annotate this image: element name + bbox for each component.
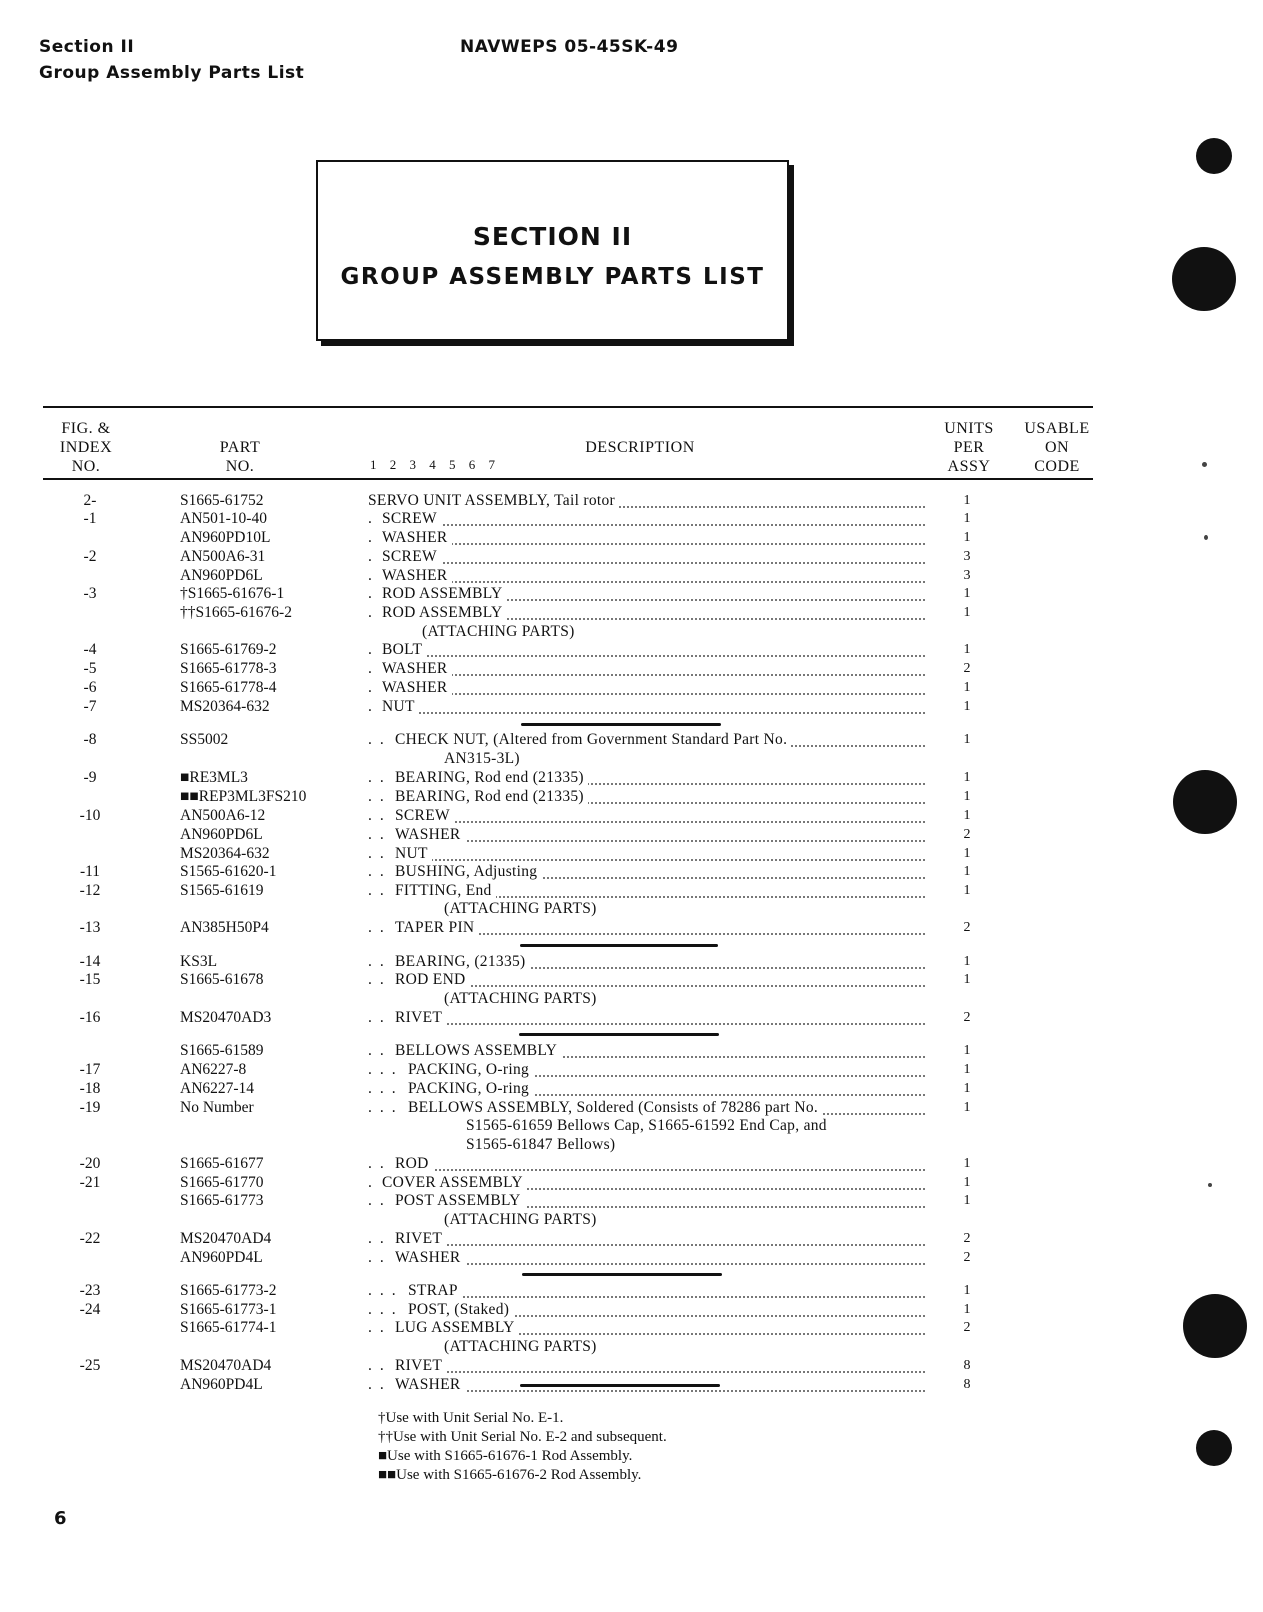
part-number: AN960PD4L [180,1249,263,1266]
dot-leader [382,693,925,714]
description-text: WASHER [395,1248,465,1267]
description-text: COVER ASSEMBLY [382,1173,527,1192]
units-per-assy: 2 [963,827,971,842]
dot-leader [395,966,925,987]
indent-dots: .. [368,1042,392,1059]
units-per-assy: 1 [963,846,971,861]
indent-dots: . [368,567,380,584]
footnote: ■■Use with S1665-61676-2 Rod Assembly. [378,1467,642,1483]
indent-dots: .. [368,882,392,899]
indent-dots: . [368,698,380,715]
footnote: ■Use with S1665-61676-1 Rod Assembly. [378,1448,633,1464]
dot-leader [382,636,925,657]
part-number: S1665-61778-3 [180,660,277,677]
part-number: AN6227-14 [180,1080,255,1097]
part-number: S1665-61773 [180,1192,264,1209]
binder-hole [1196,138,1232,174]
units-per-assy: 1 [963,1100,971,1115]
units-per-assy: 1 [963,789,971,804]
units-per-assy: 8 [963,1377,971,1392]
indent-dots: .. [368,919,392,936]
part-number: MS20470AD3 [180,1009,272,1026]
indent-dots: ... [368,1282,404,1299]
dot-leader [382,655,925,676]
part-number: AN500A6-31 [180,548,266,565]
part-number: S1665-61770 [180,1174,264,1191]
section-subtitle: Group Assembly Parts List [39,63,305,83]
table-row [0,1116,1263,1135]
column-header-line: PER [953,439,985,456]
indent-dots: .. [368,845,392,862]
page-number: 6 [54,1508,67,1529]
description-text: STRAP [408,1281,462,1300]
indent-dots: .. [368,807,392,824]
index-number: -1 [83,510,97,527]
part-number: S1565-61620-1 [180,863,277,880]
description-text: SCREW [382,509,441,528]
index-number: -15 [79,971,101,988]
description-text: ROD END [395,970,470,989]
description-text: NUT [382,697,419,716]
table-row [0,697,1263,716]
units-per-assy: 1 [963,1283,971,1298]
indent-dots: ... [368,1301,404,1318]
part-number: AN960PD6L [180,826,263,843]
dot-leader [382,674,925,695]
units-per-assy: 1 [963,605,971,620]
indent-dots: . [368,679,380,696]
index-number: -25 [79,1357,101,1374]
part-number: MS20364-632 [180,698,270,715]
column-header-line: ASSY [947,458,991,475]
units-per-assy: 1 [963,954,971,969]
description-text: AN315-3L) [444,749,524,768]
scan-speck [1204,535,1208,540]
description-text: BELLOWS ASSEMBLY [395,1041,561,1060]
dot-leader [382,505,925,526]
units-per-assy: 1 [963,642,971,657]
description-text: SCREW [395,806,454,825]
dot-leader [395,802,925,823]
indent-dots: .. [368,1009,392,1026]
indent-dots: .. [368,1230,392,1247]
units-per-assy: 1 [963,1175,971,1190]
attaching-parts-end-rule [520,1384,720,1387]
indent-dots: . [368,1174,380,1191]
indent-dots: . [368,604,380,621]
index-number: -14 [79,953,101,970]
index-number: -11 [79,863,101,880]
footnote: ††Use with Unit Serial No. E-2 and subsequent. [378,1429,667,1445]
part-number: MS20470AD4 [180,1230,272,1247]
dot-leader [395,1004,925,1025]
part-number: S1665-61677 [180,1155,264,1172]
part-number: S1665-61678 [180,971,264,988]
description-text: BUSHING, Adjusting [395,862,541,881]
indent-dots: .. [368,769,392,786]
table-row [0,730,1263,749]
indent-dots: . [368,585,380,602]
units-per-assy: 1 [963,1302,971,1317]
indent-dots: . [368,510,380,527]
units-per-assy: 2 [963,661,971,676]
index-number: -9 [83,769,97,786]
index-number: -23 [79,1282,101,1299]
dot-leader [395,1150,925,1171]
table-row [0,1191,1263,1210]
scan-speck [1202,462,1207,467]
document-number: NAVWEPS 05-45SK-49 [460,37,679,57]
indent-dots: .. [368,788,392,805]
index-number: -16 [79,1009,101,1026]
description-text: TAPER PIN [395,918,478,937]
units-per-assy: 1 [963,972,971,987]
units-per-assy: 1 [963,699,971,714]
part-number: AN500A6-12 [180,807,266,824]
description-text: ROD ASSEMBLY [382,584,506,603]
table-row [0,970,1263,989]
dot-leader [395,1225,925,1246]
description-text: BEARING, Rod end (21335) [395,787,588,806]
column-header-line: NO. [225,458,255,475]
description-text: PACKING, O-ring [408,1060,533,1079]
column-header-line: UNITS [944,420,994,437]
indent-dots: .. [368,1249,392,1266]
column-header-line: FIG. & [61,420,111,437]
binder-hole [1196,1430,1232,1466]
indent-dots: .. [368,971,392,988]
part-number: S1665-61589 [180,1042,264,1059]
units-per-assy: 2 [963,1010,971,1025]
units-per-assy: 2 [963,920,971,935]
indent-dots: .. [368,1357,392,1374]
section-title: SECTION II [472,222,633,251]
index-number: -10 [79,807,101,824]
index-number: -19 [79,1099,101,1116]
binder-hole [1172,247,1236,311]
section-heading: GROUP ASSEMBLY PARTS LIST [340,264,765,290]
description-text: ROD ASSEMBLY [382,603,506,622]
table-row [0,1248,1263,1267]
units-per-assy: 1 [963,530,971,545]
column-header-line: CODE [1034,458,1080,475]
description-text: S1565-61659 Bellows Cap, S1665-61592 End Cap, and [466,1116,831,1135]
units-per-assy: 1 [963,1156,971,1171]
units-per-assy: 1 [963,1043,971,1058]
description-text: RIVET [395,1229,446,1248]
index-number: -5 [83,660,97,677]
description-text: LUG ASSEMBLY [395,1318,519,1337]
description-text: POST ASSEMBLY [395,1191,525,1210]
indent-dots: .. [368,1192,392,1209]
part-number: KS3L [180,953,218,970]
indent-dots: .. [368,731,392,748]
attaching-parts-end-rule [521,723,721,726]
binder-hole [1183,1294,1247,1358]
part-number: ■RE3ML3 [180,769,248,786]
description-text: WASHER [382,566,452,585]
indent-level-scale: 1 2 3 4 5 6 7 [370,457,500,472]
description-text: BOLT [382,640,426,659]
units-per-assy: 1 [963,680,971,695]
description-text: WASHER [395,1375,465,1394]
index-number: -17 [79,1061,101,1078]
dot-leader [395,1371,925,1392]
units-per-assy: 1 [963,770,971,785]
part-number: S1565-61619 [180,882,264,899]
indent-dots: .. [368,826,392,843]
attaching-parts-end-rule [522,1273,722,1276]
indent-dots: . [368,641,380,658]
index-number: -7 [83,698,97,715]
description-text: CHECK NUT, (Altered from Government Standard Part No. [395,730,791,749]
table-row [0,1008,1263,1027]
part-number: AN501-10-40 [180,510,267,527]
indent-dots: . [368,529,380,546]
part-number: †S1665-61676-1 [180,585,285,602]
column-header-line: ON [1044,439,1070,456]
description-text: ROD [395,1154,433,1173]
indent-dots: .. [368,1319,392,1336]
part-number: AN960PD6L [180,567,263,584]
units-per-assy: 1 [963,1081,971,1096]
dot-leader [395,821,925,842]
part-number: S1665-61769-2 [180,641,277,658]
table-row [0,881,1263,900]
description-text: (ATTACHING PARTS) [422,622,579,641]
units-per-assy: 2 [963,1320,971,1335]
units-per-assy: 1 [963,493,971,508]
scan-speck [1208,1183,1212,1187]
description-text: BELLOWS ASSEMBLY, Soldered (Consists of 78286 part No. [408,1098,822,1117]
index-number: -13 [79,919,101,936]
column-header-description: DESCRIPTION [585,439,695,456]
indent-dots: . [368,660,380,677]
table-row [0,1098,1263,1117]
description-text: WASHER [382,528,452,547]
index-number: -2 [83,548,97,565]
indent-dots: ... [368,1080,404,1097]
part-number: AN6227-8 [180,1061,247,1078]
description-text: SCREW [382,547,441,566]
column-header-line: NO. [71,458,101,475]
indent-dots: ... [368,1099,404,1116]
dot-leader [382,524,925,545]
part-number: S1665-61773-1 [180,1301,277,1318]
dot-leader [382,543,925,564]
indent-dots: . [368,548,380,565]
part-number: ††S1665-61676-2 [180,604,292,621]
table-row [0,1318,1263,1337]
index-number: -22 [79,1230,101,1247]
description-text: (ATTACHING PARTS) [444,1210,601,1229]
part-number: MS20364-632 [180,845,270,862]
column-header-line: INDEX [59,439,113,456]
part-number: SS5002 [180,731,229,748]
indent-dots: .. [368,1155,392,1172]
units-per-assy: 1 [963,1193,971,1208]
index-number: -20 [79,1155,101,1172]
table-row [0,918,1263,937]
footnote: †Use with Unit Serial No. E-1. [378,1410,564,1426]
description-text: (ATTACHING PARTS) [444,899,601,918]
units-per-assy: 8 [963,1358,971,1373]
dot-leader [395,1352,925,1373]
description-text: WASHER [382,678,452,697]
part-number: AN385H50P4 [180,919,269,936]
description-text: BEARING, (21335) [395,952,530,971]
units-per-assy: 1 [963,808,971,823]
indent-dots: ... [368,1061,404,1078]
index-number: -12 [79,882,101,899]
description-text: S1565-61847 Bellows) [466,1135,619,1154]
units-per-assy: 3 [963,568,971,583]
column-header-line: PART [219,439,261,456]
description-text: SERVO UNIT ASSEMBLY, Tail rotor [368,491,619,510]
description-text: FITTING, End [395,881,496,900]
units-per-assy: 1 [963,883,971,898]
part-number: AN960PD10L [180,529,271,546]
part-number: MS20470AD4 [180,1357,272,1374]
units-per-assy: 1 [963,586,971,601]
part-number: S1665-61773-2 [180,1282,277,1299]
index-number: -6 [83,679,97,696]
units-per-assy: 1 [963,864,971,879]
units-per-assy: 3 [963,549,971,564]
part-number: AN960PD4L [180,1376,263,1393]
attaching-parts-end-rule [520,944,718,947]
description-text: BEARING, Rod end (21335) [395,768,588,787]
dot-leader [408,1277,925,1298]
column-header-line: USABLE [1024,420,1090,437]
units-per-assy: 1 [963,1062,971,1077]
description-text: NUT [395,844,432,863]
index-number: -18 [79,1080,101,1097]
table-row [0,603,1263,622]
description-text: WASHER [395,825,465,844]
indent-dots: .. [368,1376,392,1393]
units-per-assy: 1 [963,511,971,526]
description-text: RIVET [395,1008,446,1027]
description-text: (ATTACHING PARTS) [444,1337,601,1356]
index-number: -3 [83,585,97,602]
part-number: ■■REP3ML3FS210 [180,788,307,805]
section-label: Section II [39,37,135,57]
part-number: S1665-61752 [180,492,264,509]
indent-dots: .. [368,953,392,970]
indent-dots: .. [368,863,392,880]
dot-leader [395,1244,925,1265]
index-number: -24 [79,1301,101,1318]
part-number: S1665-61774-1 [180,1319,277,1336]
binder-hole [1173,770,1237,834]
part-number: No Number [180,1099,254,1116]
units-per-assy: 1 [963,732,971,747]
units-per-assy: 2 [963,1250,971,1265]
description-text: POST, (Staked) [408,1300,513,1319]
attaching-parts-end-rule [519,1033,719,1036]
description-text: PACKING, O-ring [408,1079,533,1098]
index-number: 2- [83,492,97,509]
index-number: -8 [83,731,97,748]
units-per-assy: 2 [963,1231,971,1246]
part-number: S1665-61778-4 [180,679,277,696]
description-text: (ATTACHING PARTS) [444,989,601,1008]
description-text: WASHER [382,659,452,678]
index-number: -4 [83,641,97,658]
description-text: RIVET [395,1356,446,1375]
index-number: -21 [79,1174,101,1191]
